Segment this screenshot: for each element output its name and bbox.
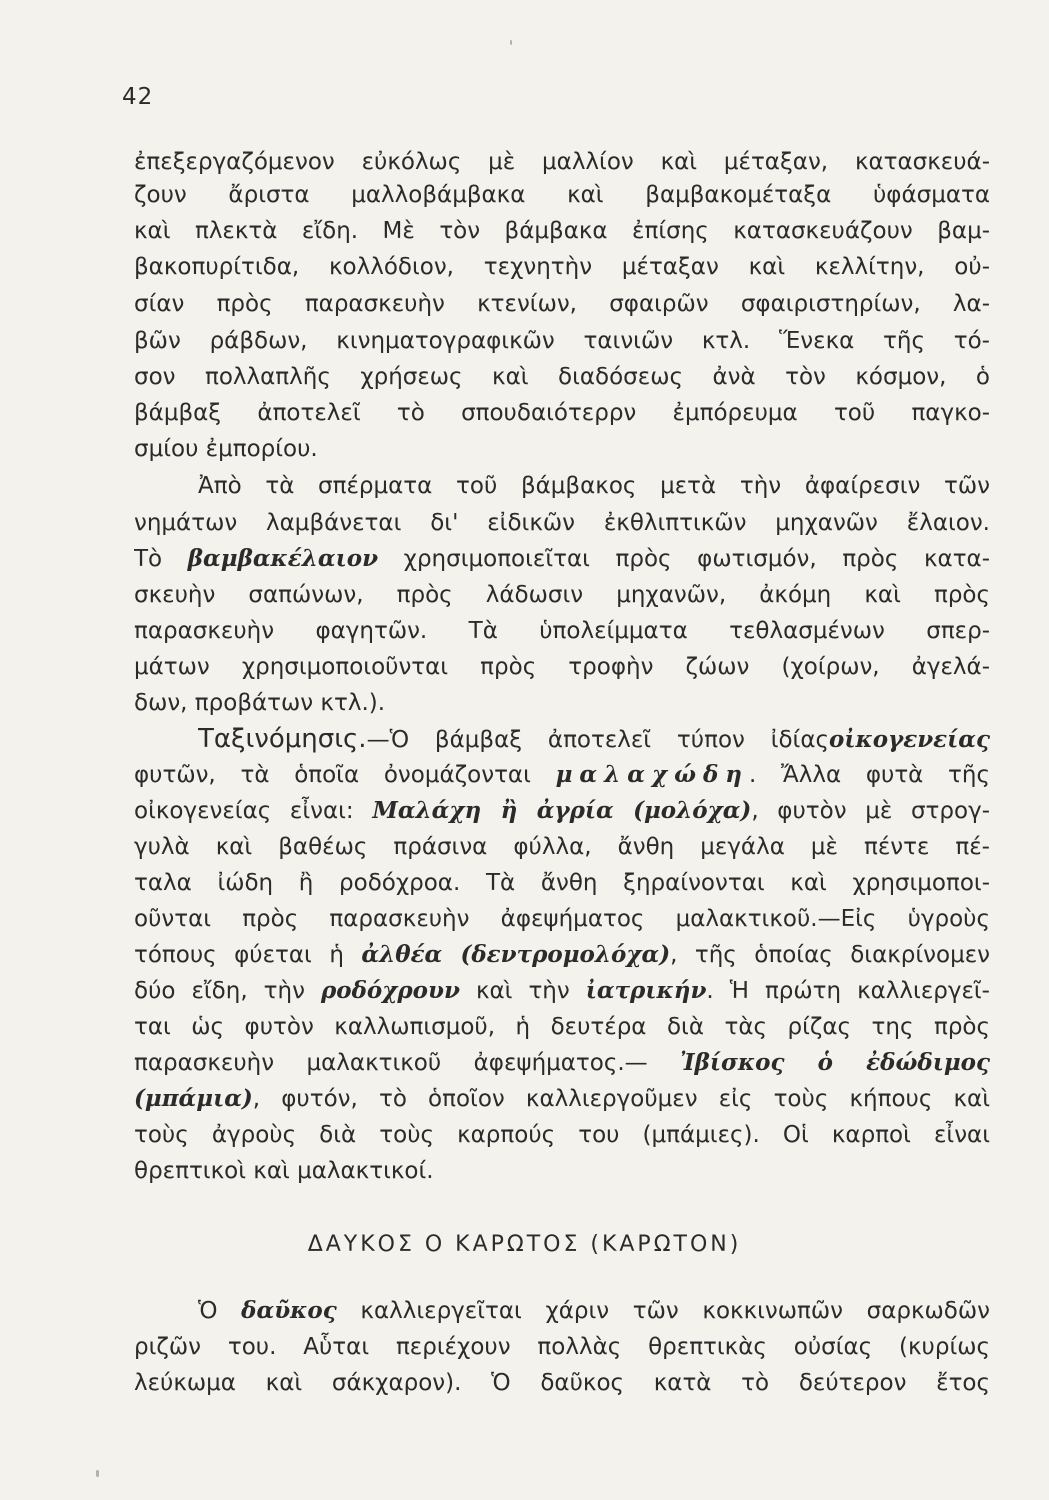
text-line: βακοπυρίτιδα, κολλόδιον, τεχνητὴν μέταξαν καὶ κελλίτην, οὐ- [134,254,990,280]
text-line: τοὺς ἀγροὺς διὰ τοὺς καρπούς του (μπάμιες). Οἱ καρποὶ εἶναι [134,1122,990,1148]
text-line: σον πολλαπλῆς χρήσεως καὶ διαδόσεως ἀνὰ τὸν κόσμον, ὁ [134,364,990,390]
emphasis-term: ροδόχρουν [320,977,460,1004]
text-line: (μπάμια), φυτόν, τὸ ὁποῖον καλλιεργοῦμεν εἰς τοὺς κήπους καὶ [134,1085,990,1112]
text-line: καὶ πλεκτὰ εἴδη. Μὲ τὸν βάμβακα ἐπίσης κατασκευάζουν βαμ- [134,218,990,244]
emphasis-term: βαμβακέλαιον [187,545,379,572]
text-line: Ἀπὸ τὰ σπέρματα τοῦ βάμβακος μετὰ τὴν ἀφαίρεσιν τῶν [198,473,990,499]
text-line: λεύκωμα καὶ σάκχαρον). Ὁ δαῦκος κατὰ τὸ δεύτερον ἔτος [134,1370,990,1396]
paper-speck [96,1470,99,1477]
emphasis-term: (μπάμια) [134,1085,253,1112]
text-line: σμίου ἐμπορίου. [134,436,318,462]
emphasis-term: οἰκογενείας [829,726,990,753]
emphasis-term: Ἰβίσκος ὁ ἐδώδιμος [680,1049,990,1076]
text-line: ζουν ἄριστα μαλλοβάμβακα καὶ βαμβακομέταξα ὑφάσματα [134,182,990,208]
text-line: γυλὰ καὶ βαθέως πράσινα φύλλα, ἄνθη μεγάλα μὲ πέντε πέ- [134,834,990,860]
text-line: βάμβαξ ἀποτελεῖ τὸ σπουδαιότερρν ἐμπόρευμα τοῦ παγκο- [134,400,990,426]
text-line: σκευὴν σαπώνων, πρὸς λάδωσιν μηχανῶν, ἀκόμη καὶ πρὸς [134,582,990,608]
page-number: 42 [122,84,154,110]
text-line: βῶν ράβδων, κινηματογραφικῶν ταινιῶν κτλ. Ἕνεκα τῆς τό- [134,328,990,354]
emphasis-term: μαλαχώδη [555,761,750,788]
text-line: Ὁ δαῦκος καλλιεργεῖται χάριν τῶν κοκκινωπῶν σαρκωδῶν [198,1297,990,1324]
text-line: Ταξινόμησις.—Ὁ βάμβαξ ἀποτελεῖ τύπον ἰδίαςοἰκογενείας [198,724,990,754]
section-heading: ΔΑΥΚΟΣ Ο ΚΑΡΩΤΟΣ (ΚΑΡΩΤΟΝ) [307,1232,742,1257]
text-line: ται ὡς φυτὸν καλλωπισμοῦ, ἡ δευτέρα διὰ τὰς ρίζας της πρὸς [134,1014,990,1040]
text-line: ταλα ἰώδη ἢ ροδόχροα. Τὰ ἄνθη ξηραίνονται καὶ χρησιμοποι- [134,870,990,896]
emphasis-term: Μαλάχη ἢ ἀγρία (μολόχα) [372,797,752,824]
text-line: νημάτων λαμβάνεται δι' εἰδικῶν ἐκθλιπτικῶν μηχανῶν ἔλαιον. [134,510,990,536]
text-line: παρασκευὴν μαλακτικοῦ ἀφεψήματος.— Ἰβίσκος ὁ ἐδώδιμος [134,1049,990,1076]
text-line: φυτῶν, τὰ ὁποῖα ὀνομάζονται μαλαχώδη. Ἄλλα φυτὰ τῆς [134,761,990,788]
emphasis-term: ἰατρικήν [585,977,707,1004]
text-line: οἰκογενείας εἶναι: Μαλάχη ἢ ἀγρία (μολόχα), φυτὸν μὲ στρογ- [134,797,990,824]
text-line: θρεπτικοὶ καὶ μαλακτικοί. [134,1158,434,1184]
text-line: οῦνται πρὸς παρασκευὴν ἀφεψήματος μαλακτικοῦ.—Εἰς ὑγροὺς [134,906,990,932]
text-line: μάτων χρησιμοποιοῦνται πρὸς τροφὴν ζώων (χοίρων, ἀγελά- [134,654,990,680]
text-line: δύο εἴδη, τὴν ροδόχρουν καὶ τὴν ἰατρικήν. Ἡ πρώτη καλλιεργεῖ- [134,977,990,1004]
text-line: δων, προβάτων κτλ.). [134,690,386,716]
text-line: παρασκευὴν φαγητῶν. Τὰ ὑπολείμματα τεθλασμένων σπερ- [134,618,990,644]
text-line: ριζῶν του. Αὗται περιέχουν πολλὰς θρεπτικὰς οὐσίας (κυρίως [134,1334,990,1360]
text-line: σίαν πρὸς παρασκευὴν κτενίων, σφαιρῶν σφαιριστηρίων, λα- [134,291,990,317]
emphasis-term: ἀλθέα (δεντρομολόχα) [361,941,671,968]
text-line: τόπους φύεται ἡ ἀλθέα (δεντρομολόχα), τῆς ὁποίας διακρίνομεν [134,941,990,968]
paper-speck [510,40,512,45]
text-line: Τὸ βαμβακέλαιον χρησιμοποιεῖται πρὸς φωτισμόν, πρὸς κατα- [134,545,990,572]
emphasis-term: δαῦκος [241,1297,337,1324]
text-line: ἐπεξεργαζόμενον εὐκόλως μὲ μαλλίον καὶ μέταξαν, κατασκευά- [134,149,990,175]
section-label: Ταξινόμησις. [198,724,367,754]
